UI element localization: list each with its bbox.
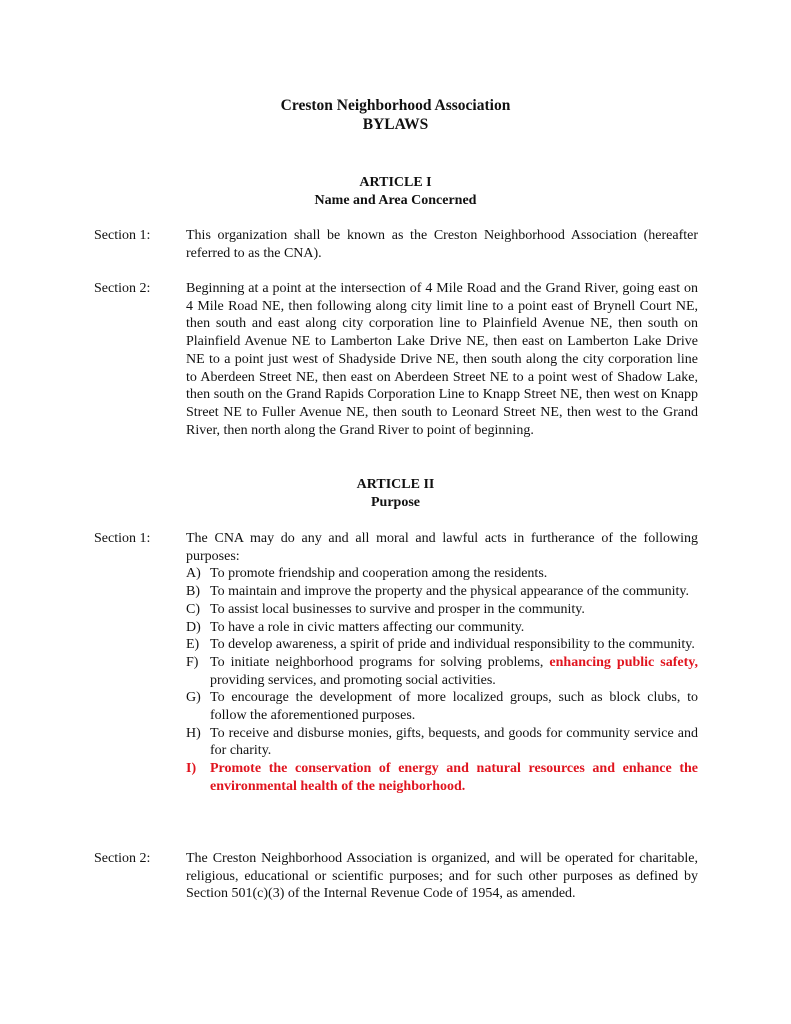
purpose-item-i <box>186 760 698 795</box>
section-label: Section 2: <box>94 281 151 296</box>
item-text: To develop awareness, a spirit of pride and individual responsibility to the community. <box>210 637 695 653</box>
item-text: To have a role in civic matters affecting our community. <box>210 619 525 635</box>
item-letter: H) <box>186 725 201 741</box>
item-letter: A) <box>186 566 201 582</box>
article-2-section-2 <box>94 850 700 903</box>
section-label: Section 1: <box>94 228 151 243</box>
item-text-highlight: enhancing public safety, <box>549 654 698 670</box>
article-2-heading <box>0 476 791 512</box>
section-text: The Creston Neighborhood Association is organized, and will be operated for charitable, religious, educational or scientific purposes; and for such other purposes as defined by Section 501(c)(3) of the Internal Revenue Code of 1954, as amended. <box>186 851 698 902</box>
section-intro: The CNA may do any and all moral and lawful acts in furtherance of the following purposes: <box>186 531 698 564</box>
item-text: To maintain and improve the property and the physical appearance of the community. <box>210 584 690 600</box>
article-2-section-1 <box>94 530 700 796</box>
purpose-item-a <box>186 565 698 583</box>
article-1-section-2 <box>94 280 700 439</box>
item-text: To encourage the development of more localized groups, such as block clubs, to follow the aforementioned purposes. <box>210 690 698 724</box>
section-text: Beginning at a point at the intersection of 4 Mile Road and the Grand River, going east on 4 Mile Road NE, then following along city limit line to a point east of Brynell Court NE, then south and east along city corporation line to Plainfield Avenue NE, then south on Plainfield Avenue NE to Lamberton Lake Drive NE, then east on Lamberton Lake Drive NE to a point just west of Shadyside Drive NE, then south along the city corporation line to Aberdeen Street NE, then east on Aberdeen Street NE to a point west of Shadow Lake, then south on the Grand Rapids Corporation Line to Knapp Street NE, then west on Knapp Street NE to Fuller Avenue NE, then south to Leonard Street NE, then west to the Grand River, then north along the Grand River to point of beginning. <box>186 281 698 438</box>
section-label: Section 2: <box>94 851 151 866</box>
doc-type: BYLAWS <box>362 116 429 133</box>
item-letter: G) <box>186 690 201 706</box>
purpose-item-g <box>186 689 698 724</box>
purpose-item-c <box>186 601 698 619</box>
section-label: Section 1: <box>94 531 151 546</box>
document-title <box>0 96 791 134</box>
item-letter: B) <box>186 584 200 600</box>
article-1-heading <box>0 174 791 210</box>
item-letter: F) <box>186 654 199 670</box>
item-letter: I) <box>186 761 197 777</box>
item-letter: D) <box>186 619 201 635</box>
purpose-item-b <box>186 583 698 601</box>
item-text-after: providing services, and promoting social activities. <box>210 672 496 688</box>
item-text: Promote the conservation of energy and natural resources and enhance the environmental health of the neighborhood. <box>210 761 698 794</box>
item-text: To assist local businesses to survive and prosper in the community. <box>210 601 585 617</box>
item-text: To promote friendship and cooperation among the residents. <box>210 566 548 582</box>
article-2-number: ARTICLE II <box>356 477 435 492</box>
item-letter: C) <box>186 601 200 617</box>
item-text-before: To initiate neighborhood programs for solving problems, <box>210 654 550 670</box>
article-1-number: ARTICLE I <box>359 175 432 190</box>
org-name: Creston Neighborhood Association <box>280 97 511 114</box>
purpose-item-f <box>186 654 698 689</box>
purpose-item-d <box>186 619 698 637</box>
article-2-title: Purpose <box>371 495 420 510</box>
section-text: This organization shall be known as the Creston Neighborhood Association (hereafter referred to as the CNA). <box>186 228 698 261</box>
item-letter: E) <box>186 637 200 653</box>
article-1-section-1 <box>94 227 700 262</box>
purpose-item-h <box>186 725 698 760</box>
purpose-item-e <box>186 636 698 654</box>
article-1-title: Name and Area Concerned <box>314 193 477 208</box>
item-text: To receive and disburse monies, gifts, bequests, and goods for community service and for charity. <box>210 725 698 759</box>
